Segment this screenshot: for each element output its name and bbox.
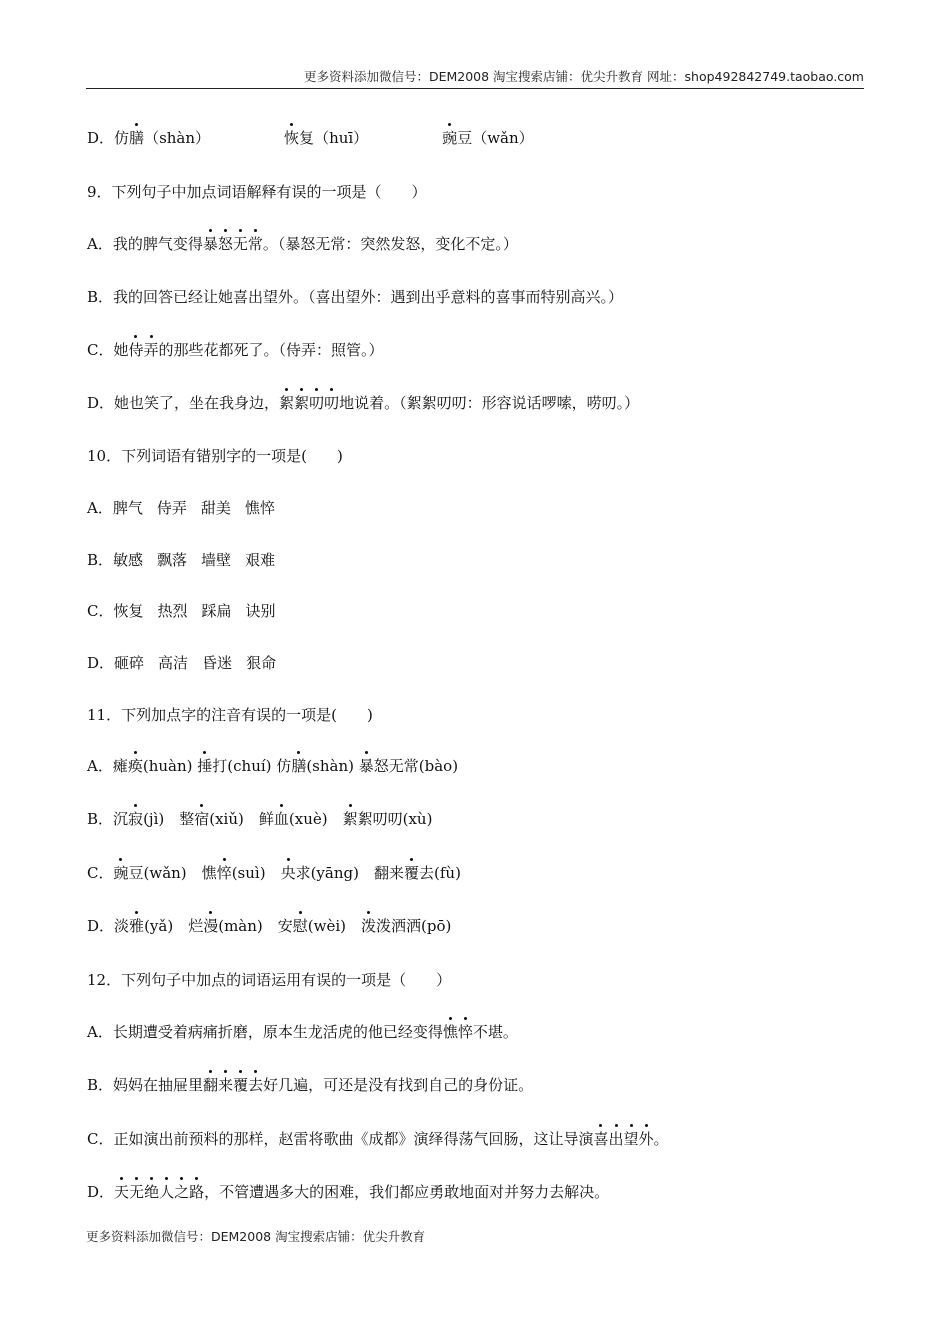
q9-option-b: B．我的回答已经让她喜出望外。（喜出望外：遇到出乎意料的喜事而特别高兴。）: [87, 288, 624, 306]
q11-stem: 11．下列加点字的注音有误的一项是( ): [87, 706, 373, 724]
page-header: 更多资料添加微信号：DEM2008 淘宝搜索店铺：优尖升教育 网址：shop492842749.taobao.com: [86, 66, 864, 89]
page-footer: 更多资料添加微信号：DEM2008 淘宝搜索店铺：优尖升教育: [86, 1229, 426, 1244]
q10-stem: 10．下列词语有错别字的一项是( ): [87, 447, 343, 465]
q10-option-b: B．敏感 飘落 墙壁 艰难: [87, 551, 276, 569]
q12-stem: 12．下列句子中加点的词语运用有误的一项是（ ）: [87, 971, 452, 989]
q11-option-a: A．瘫痪(huàn) 捶打(chuí) 仿膳(shàn) 暴怒无常(bào): [87, 754, 890, 778]
q11-option-b: B．沉寂(jì) 整宿(xiǔ) 鲜血(xuè) 絮絮叨叨(xù): [87, 807, 890, 831]
q9-option-c: C．她侍弄的那些花都死了。（侍弄：照管。）: [87, 338, 890, 362]
q10-option-d: D．砸碎 高洁 昏迷 狠命: [87, 654, 277, 672]
q9-option-a: A．我的脾气变得暴怒无常。（暴怒无常：突然发怒，变化不定。）: [87, 232, 890, 256]
q12-option-c: C．正如演出前预料的那样，赵雷将歌曲《成都》演绎得荡气回肠，这让导演喜出望外。: [87, 1127, 890, 1151]
q9-stem: 9．下列句子中加点词语解释有误的一项是（ ）: [87, 183, 427, 201]
q8-option-d: D．仿膳（shàn） 恢复（huī） 豌豆（wǎn）: [87, 126, 890, 150]
q12-option-b: B．妈妈在抽屉里翻来覆去好几遍，可还是没有找到自己的身份证。: [87, 1073, 890, 1097]
q9-option-d: D．她也笑了，坐在我身边，絮絮叨叨地说着。（絮絮叨叨：形容说话啰嗦，唠叨。）: [87, 391, 890, 415]
q12-option-a: A．长期遭受着病痛折磨，原本生龙活虎的他已经变得憔悴不堪。: [87, 1020, 890, 1044]
q10-option-c: C．恢复 热烈 踩扁 诀别: [87, 602, 276, 620]
q11-option-c: C．豌豆(wǎn) 憔悴(suì) 央求(yāng) 翻来覆去(fù): [87, 861, 890, 885]
q10-option-a: A．脾气 侍弄 甜美 憔悴: [87, 499, 275, 517]
q12-option-d: D．天无绝人之路，不管遭遇多大的困难，我们都应勇敢地面对并努力去解决。: [87, 1180, 890, 1204]
q11-option-d: D．淡雅(yǎ) 烂漫(màn) 安慰(wèi) 泼泼洒洒(pō): [87, 914, 890, 938]
